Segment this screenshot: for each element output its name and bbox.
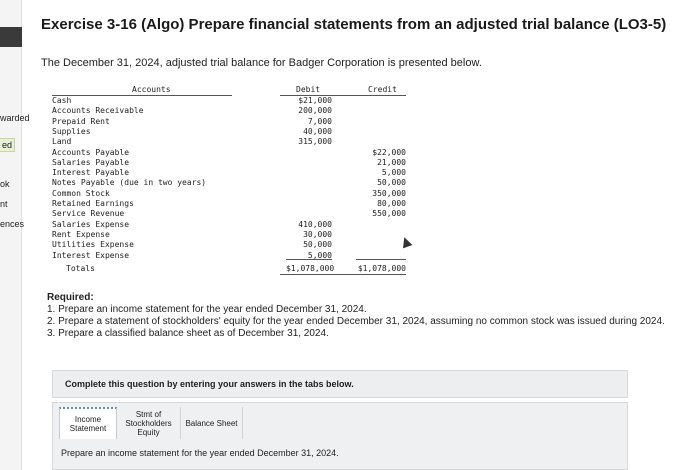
- tab-prompt-text: Prepare an income statement for the year ended December 31, 2024.: [61, 448, 339, 458]
- instruction-text: Complete this question by entering your answers in the tabs below.: [65, 379, 354, 389]
- debit-amount: 315,000: [298, 137, 332, 147]
- debit-amount: $21,000: [298, 96, 332, 105]
- account-name: Utilities Expense: [52, 240, 134, 250]
- sidebar-item-ebook[interactable]: ok: [0, 179, 10, 189]
- account-name: Accounts Receivable: [52, 106, 144, 116]
- account-name: Interest Payable: [52, 168, 130, 178]
- account-name: Salaries Payable: [52, 157, 130, 167]
- totals-label: Totals: [66, 264, 95, 273]
- sidebar-item-awarded[interactable]: warded: [0, 113, 30, 123]
- debit-amount: 5,000: [307, 250, 332, 260]
- left-sidebar: [0, 0, 30, 470]
- credit-total-rule: [356, 259, 406, 260]
- credit-amount: 5,000: [381, 168, 406, 178]
- account-name: Accounts Payable: [52, 147, 130, 157]
- account-name: Land: [52, 137, 72, 147]
- required-label: Required:: [47, 292, 94, 303]
- credit-amount: 21,000: [377, 157, 406, 167]
- credit-header: Credit: [368, 85, 397, 94]
- instruction-banner: [52, 370, 628, 398]
- credit-amount: 80,000: [377, 199, 406, 208]
- sidebar-item-completed[interactable]: ed: [0, 138, 15, 152]
- required-section: [47, 292, 695, 340]
- debit-amount: 30,000: [303, 229, 332, 239]
- sidebar-item-references[interactable]: ences: [0, 219, 25, 229]
- debit-amount: 40,000: [303, 126, 332, 136]
- debit-amount: 200,000: [298, 106, 332, 116]
- tab-label-line: Stmt of: [135, 409, 162, 419]
- account-name: Interest Expense: [52, 250, 130, 260]
- required-item: 3. Prepare a classified balance sheet as of December 31, 2024.: [47, 328, 329, 339]
- account-name: Rent Expense: [52, 229, 110, 239]
- tab-bar: [59, 407, 243, 439]
- sidebar-toggle-tab[interactable]: [0, 27, 22, 47]
- accounts-header: Accounts: [132, 85, 171, 94]
- debit-header: Debit: [296, 85, 321, 94]
- debit-amount: 410,000: [298, 219, 332, 229]
- tab-label-line: Equity: [137, 427, 160, 437]
- tab-label-line: Stockholders: [125, 418, 172, 428]
- exercise-title: Exercise 3-16 (Algo) Prepare financial statements from an adjusted trial balance (LO3-5): [41, 16, 667, 33]
- totals-credit: $1,078,000: [357, 264, 406, 273]
- account-name: Notes Payable (due in two years): [52, 178, 207, 188]
- account-name: Common Stock: [52, 188, 110, 198]
- debit-total-rule: [286, 259, 332, 260]
- account-name: Supplies: [52, 126, 91, 136]
- mouse-cursor: [400, 236, 413, 249]
- required-list: [47, 304, 695, 340]
- account-name: Salaries Expense: [52, 219, 130, 229]
- account-name: Service Revenue: [52, 209, 125, 219]
- credit-amount: 350,000: [372, 188, 406, 198]
- account-name: Cash: [52, 96, 72, 105]
- tab-label: Balance Sheet: [185, 418, 238, 428]
- debit-amount: 7,000: [307, 116, 332, 126]
- sidebar-item-print[interactable]: nt: [0, 199, 8, 209]
- tab-balance-sheet[interactable]: [181, 407, 243, 439]
- credit-amount: 50,000: [377, 178, 406, 188]
- account-name: Retained Earnings: [52, 199, 134, 208]
- account-name: Prepaid Rent: [52, 116, 110, 126]
- required-item: 2. Prepare a statement of stockholders' equity for the year ended December 31, 2024, assuming no common stock was issued during 2024.: [47, 316, 665, 327]
- intro-text: The December 31, 2024, adjusted trial balance for Badger Corporation is presented below.: [41, 57, 482, 69]
- answer-tabs-panel: [52, 402, 628, 470]
- credit-amount: $22,000: [372, 147, 406, 157]
- totals-debit: $1,078,000: [286, 264, 335, 273]
- credit-amount: 550,000: [372, 209, 406, 219]
- required-item: 1. Prepare an income statement for the year ended December 31, 2024.: [47, 304, 367, 315]
- tab-label: Income Statement: [69, 415, 107, 433]
- totals-double-rule: [280, 274, 406, 275]
- tab-income-statement[interactable]: [59, 407, 117, 439]
- tab-stmt-of-stockholders-equity[interactable]: [117, 407, 181, 439]
- debit-amount: 50,000: [303, 240, 332, 250]
- header-underline: [52, 95, 232, 96]
